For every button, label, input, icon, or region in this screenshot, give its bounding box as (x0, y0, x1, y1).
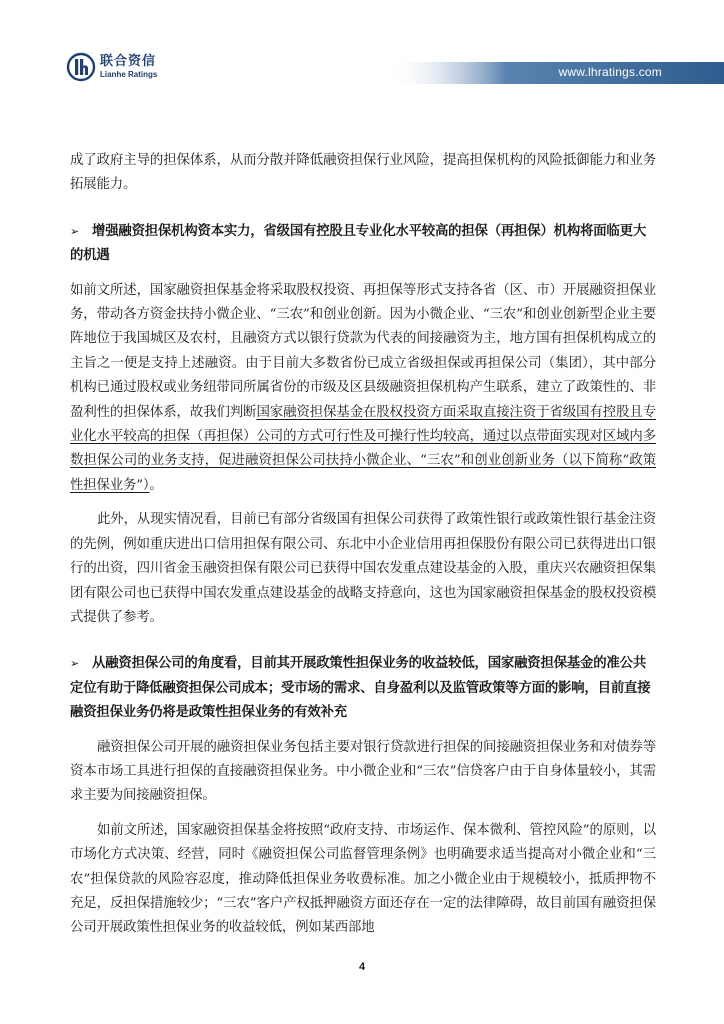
paragraph-2-end: 。 (149, 477, 163, 493)
bullet-arrow-icon: ➢ (70, 657, 80, 671)
header-url-band (388, 62, 724, 84)
logo-text (100, 55, 157, 79)
logo-chinese-name: 联合资信 (100, 54, 157, 69)
section-heading-1 (70, 220, 656, 269)
heading-2-text: 从融资担保公司的角度看，目前其开展政策性担保业务的收益较低，国家融资担保基金的准公共定位有助于降低融资担保公司成本；受市场的需求、自身盈利以及监管政策等方面的影响，目前直接融资担保业务仍将是政策性担保业务的有效补充 (70, 656, 651, 721)
page-header (0, 0, 724, 100)
paragraph-2 (70, 279, 656, 499)
website-url: www.lhratings.com (558, 65, 662, 79)
page-number: 4 (358, 961, 366, 973)
bullet-arrow-icon: ➢ (70, 224, 80, 238)
paragraph-1: 成了政府主导的担保体系，从而分散并降低融资担保行业风险，提高担保机构的风险抵御能力和业务拓展能力。 (70, 153, 656, 193)
paragraph-3: 此外，从现实情况看，目前已有部分省级国有担保公司获得了政策性银行或政策性银行基金注资的先例，例如重庆进出口信用担保有限公司、东北中小企业信用再担保股份有限公司已获得进出口银行的出资，四川省金玉融资担保有限公司已获得中国农发重点建设基金的入股，重庆兴农融资担保集团有限公司也已获得中国农发重点建设基金的战略支持意向，这也为国家融资担保基金的股权投资模式提供了参考。 (70, 512, 656, 625)
document-body (70, 149, 656, 941)
paragraph-4: 融资担保公司开展的融资担保业务包括主要对银行贷款进行担保的间接融资担保业务和对债券等资本市场工具进行担保的直接融资担保业务。中小微企业和“三农”信贷客户由于自身体量较小，其需求主要为间接融资担保。 (70, 739, 656, 804)
heading-1-text: 增强融资担保机构资本实力，省级国有控股且专业化水平较高的担保（再担保）机构将面临更大的机遇 (70, 223, 647, 264)
paragraph-2-underlined-text: 国家融资担保基金在股权投资方面采取直接注资于省级国有控股且专业化水平较高的担保（再担保）公司的方式可行性及可操行性均较高，通过以点带面实现对区域内多数担保公司的业务支持，促进融资担保公司扶持小微企业、“三农”和创业创新业务（以下简称“政策性担保业务”） (70, 404, 656, 493)
paragraph-2-text: 如前文所述，国家融资担保基金将采取股权投资、再担保等形式支持各省（区、市）开展融资担保业务，带动各方资金扶持小微企业、“三农”和创业创新。因为小微企业、“三农”和创业创新型企业主要阵地位于我国城区及农村，且融资方式以银行贷款为代表的间接融资为主，地方国有担保机构成立的主旨之一便是支持上述融资。由于目前大多数省份已成立省级担保或再担保公司（集团），其中部分机构已通过股权或业务纽带同所属省份的市级及区县级融资担保机构产生联系，建立了政策性的、非盈利性的担保体系，故我们判断 (70, 282, 656, 420)
company-logo (66, 52, 157, 82)
lianhe-logo-icon (66, 52, 96, 82)
section-heading-2 (70, 652, 656, 725)
logo-english-name: Lianhe Ratings (100, 70, 158, 79)
paragraph-5: 如前文所述，国家融资担保基金将按照“政府支持、市场运作、保本微利、管控风险”的原则，以市场化方式决策、经营，同时《融资担保公司监督管理条例》也明确要求适当提高对小微企业和“三农”担保贷款的风险容忍度，推动降低担保业务收费标准。加之小微企业由于规模较小，抵质押物不充足，反担保措施较少；“三农”客户产权抵押融资方面还存在一定的法律障碍，故目前国有融资担保公司开展政策性担保业务的收益较低，例如某西部地 (70, 822, 656, 936)
